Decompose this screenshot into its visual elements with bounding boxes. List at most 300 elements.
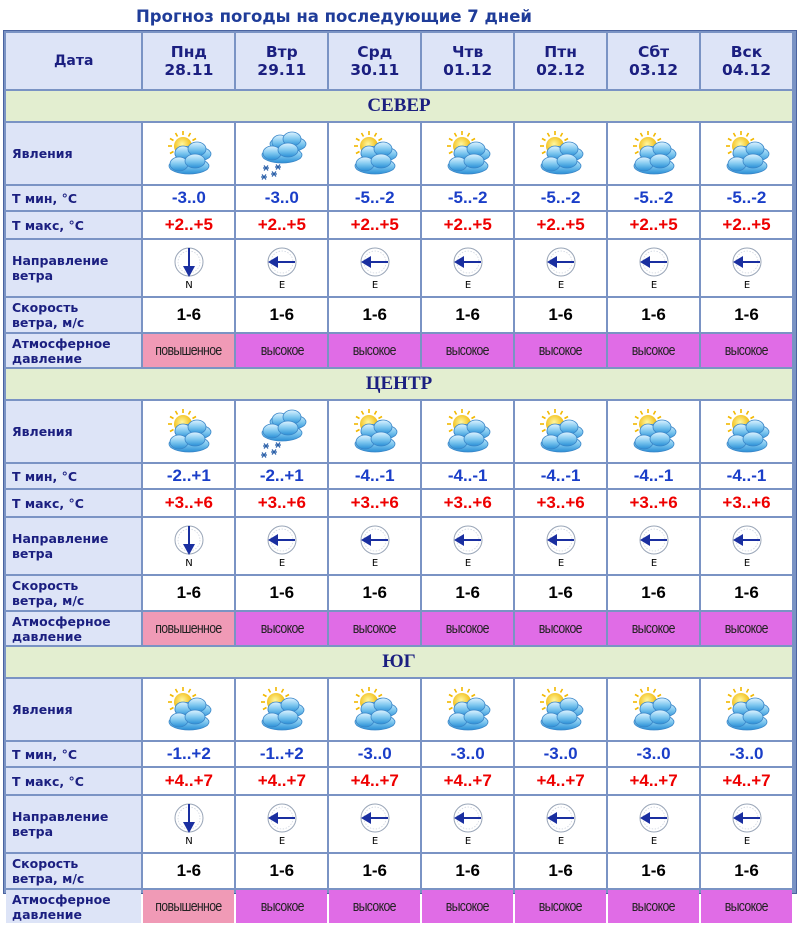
tmax-cell	[329, 212, 420, 238]
wind-speed-value: 1-6	[641, 305, 666, 324]
wind-direction-cell	[236, 518, 327, 574]
pressure-cell	[515, 890, 606, 923]
wind-compass-icon	[422, 524, 513, 568]
tmin-label	[6, 464, 141, 488]
wind-compass-icon	[608, 802, 699, 846]
tmin-cell	[701, 742, 792, 766]
wind-speed-value: 1-6	[734, 861, 759, 880]
phenomena-cell	[329, 123, 420, 184]
wind-compass-icon	[515, 524, 606, 568]
date-header-label	[6, 33, 141, 89]
phenomena-cell	[143, 679, 234, 740]
pressure-cell	[608, 334, 699, 367]
tmin-row	[6, 464, 792, 488]
pressure-value: высокое	[260, 898, 304, 915]
pressure-value: высокое	[724, 342, 769, 359]
pressure-value: высокое	[631, 620, 676, 637]
pressure-row	[6, 334, 792, 367]
day-header-cell	[236, 33, 327, 89]
wind-direction-cell	[236, 796, 327, 852]
svg-text:E: E	[650, 836, 657, 847]
wind-direction-cell	[608, 796, 699, 852]
tmin-cell	[515, 186, 606, 210]
day-header-cell	[701, 33, 792, 89]
partly-cloudy-icon	[701, 408, 792, 456]
svg-text:E: E	[650, 280, 657, 291]
tmin-row	[6, 186, 792, 210]
tmin-cell	[143, 464, 234, 488]
tmin-label-text: Т мин, °С	[12, 190, 78, 206]
forecast-table	[4, 31, 794, 925]
tmin-value: -3..0	[543, 744, 578, 763]
region-header-row	[6, 647, 792, 677]
wind-compass-icon	[608, 524, 699, 568]
wind-direction-cell	[515, 240, 606, 296]
pressure-value: высокое	[353, 620, 397, 637]
tmin-cell	[515, 464, 606, 488]
tmin-cell	[422, 186, 513, 210]
wind-compass-icon	[236, 524, 327, 568]
wind-speed-cell	[701, 298, 792, 332]
tmin-value: -5..-2	[633, 188, 674, 207]
wind-compass-icon	[329, 802, 420, 846]
region-name-text: ЦЕНТР	[365, 373, 433, 394]
phenomena-label-text: Явления	[12, 702, 73, 717]
phenomena-cell	[608, 679, 699, 740]
phenomena-label-text: Явления	[12, 146, 73, 161]
wind-speed-row	[6, 298, 792, 332]
wind-compass-icon	[701, 802, 792, 846]
phenomena-cell	[329, 401, 420, 462]
pressure-cell	[701, 890, 792, 923]
wind-speed-label	[6, 854, 141, 888]
pressure-cell	[236, 890, 327, 923]
region-header-row	[6, 369, 792, 399]
phenomena-row	[6, 123, 792, 184]
tmax-value: +3..+6	[164, 493, 213, 512]
wind-direction-label-text: Направление	[12, 809, 109, 824]
wind-speed-cell	[422, 298, 513, 332]
phenomena-cell	[515, 679, 606, 740]
tmin-value: -3..0	[450, 744, 485, 763]
wind-direction-row	[6, 518, 792, 574]
wind-compass-icon	[515, 802, 606, 846]
phenomena-label	[6, 123, 141, 184]
wind-direction-label-text: Направление	[12, 531, 109, 546]
tmax-value: +2..+5	[629, 215, 678, 234]
pressure-cell	[701, 612, 792, 645]
day-date: 29.11	[257, 61, 307, 79]
svg-text:E: E	[464, 558, 471, 569]
partly-cloudy-icon	[701, 130, 792, 178]
tmax-row	[6, 212, 792, 238]
pressure-value: высокое	[446, 898, 490, 915]
phenomena-cell	[143, 123, 234, 184]
wind-speed-label-text: ветра, м/с	[12, 593, 85, 608]
tmin-value: -4..-1	[354, 466, 395, 485]
day-date: 02.12	[536, 61, 586, 79]
wind-direction-label	[6, 796, 141, 852]
tmin-cell	[422, 742, 513, 766]
partly-cloudy-icon	[422, 130, 513, 178]
wind-speed-cell	[422, 854, 513, 888]
tmax-cell	[608, 768, 699, 794]
svg-text:E: E	[557, 280, 564, 291]
tmax-value: +4..+7	[536, 771, 585, 790]
tmin-value: -4..-1	[633, 466, 674, 485]
tmax-value: +2..+5	[722, 215, 771, 234]
tmax-cell	[422, 490, 513, 516]
phenomena-cell	[236, 679, 327, 740]
wind-direction-cell	[515, 518, 606, 574]
tmax-cell	[701, 490, 792, 516]
partly-cloudy-icon	[143, 408, 234, 456]
tmin-cell	[143, 742, 234, 766]
wind-speed-row	[6, 854, 792, 888]
tmax-value: +4..+7	[722, 771, 771, 790]
phenomena-cell	[422, 679, 513, 740]
svg-text:E: E	[650, 558, 657, 569]
wind-compass-icon	[608, 246, 699, 290]
tmax-value: +4..+7	[257, 771, 306, 790]
pressure-row	[6, 890, 792, 923]
wind-direction-label-text: ветра	[12, 268, 54, 283]
wind-direction-cell	[701, 518, 792, 574]
phenomena-cell	[701, 123, 792, 184]
partly-cloudy-icon	[329, 408, 420, 456]
svg-text:E: E	[743, 558, 750, 569]
wind-speed-value: 1-6	[548, 861, 573, 880]
tmin-cell	[236, 464, 327, 488]
svg-text:E: E	[464, 836, 471, 847]
pressure-label-text: давление	[12, 906, 82, 922]
wind-speed-value: 1-6	[176, 583, 202, 602]
wind-direction-cell	[701, 796, 792, 852]
tmin-value: -5..-2	[354, 188, 395, 207]
wind-direction-cell	[701, 240, 792, 296]
tmax-value: +3..+6	[257, 493, 306, 512]
wind-direction-cell	[329, 240, 420, 296]
svg-text:E: E	[278, 558, 285, 569]
svg-text:E: E	[278, 280, 285, 291]
svg-text:E: E	[557, 558, 564, 569]
partly-cloudy-icon	[236, 686, 327, 734]
wind-direction-label	[6, 518, 141, 574]
wind-speed-value: 1-6	[548, 583, 573, 602]
wind-speed-value: 1-6	[362, 583, 388, 602]
svg-text:E: E	[743, 280, 750, 291]
tmin-cell	[236, 186, 327, 210]
wind-speed-cell	[236, 576, 327, 610]
tmin-value: -2..+1	[259, 466, 304, 485]
wind-speed-label-text: ветра, м/с	[12, 315, 85, 330]
svg-text:E: E	[743, 836, 750, 847]
pressure-value: высокое	[539, 620, 583, 637]
wind-direction-cell	[422, 796, 513, 852]
wind-speed-value: 1-6	[269, 305, 295, 324]
phenomena-cell	[701, 679, 792, 740]
svg-text:E: E	[371, 558, 378, 569]
wind-direction-label	[6, 240, 141, 296]
wind-compass-icon	[422, 246, 513, 290]
tmax-cell	[608, 212, 699, 238]
pressure-value: высокое	[539, 342, 583, 359]
wind-direction-cell	[422, 240, 513, 296]
phenomena-cell	[143, 401, 234, 462]
tmax-cell	[143, 768, 234, 794]
date-label-text: Дата	[53, 53, 94, 69]
wind-speed-cell	[608, 576, 699, 610]
wind-direction-cell	[608, 240, 699, 296]
tmin-value: -1..+2	[166, 744, 211, 763]
forecast-table-container	[3, 30, 797, 922]
pressure-value: высокое	[724, 620, 769, 637]
tmin-cell	[701, 186, 792, 210]
wind-speed-value: 1-6	[176, 861, 202, 880]
tmax-value: +2..+5	[443, 215, 492, 234]
phenomena-cell	[608, 401, 699, 462]
wind-speed-value: 1-6	[269, 583, 295, 602]
wind-speed-cell	[515, 298, 606, 332]
wind-speed-cell	[701, 854, 792, 888]
tmin-value: -5..-2	[447, 188, 488, 207]
wind-speed-cell	[329, 298, 420, 332]
date-header-row	[6, 33, 792, 89]
pressure-cell	[143, 612, 234, 645]
partly-cloudy-icon	[515, 686, 606, 734]
pressure-value: высокое	[446, 620, 490, 637]
phenomena-cell	[701, 401, 792, 462]
wind-speed-cell	[608, 854, 699, 888]
wind-speed-label-text: Скорость	[12, 578, 79, 593]
pressure-cell	[143, 334, 234, 367]
day-header-cell	[329, 33, 420, 89]
phenomena-cell	[422, 123, 513, 184]
region-name	[6, 91, 792, 121]
pressure-cell	[236, 334, 327, 367]
wind-direction-cell	[329, 796, 420, 852]
wind-speed-label-text: Скорость	[12, 856, 79, 871]
partly-cloudy-icon	[329, 686, 420, 734]
pressure-label	[6, 612, 141, 645]
tmax-cell	[422, 768, 513, 794]
pressure-label	[6, 890, 141, 923]
wind-speed-value: 1-6	[734, 583, 759, 602]
wind-direction-cell	[608, 518, 699, 574]
tmax-value: +3..+6	[722, 493, 771, 512]
wind-speed-cell	[329, 854, 420, 888]
wind-speed-value: 1-6	[455, 861, 480, 880]
phenomena-cell	[329, 679, 420, 740]
tmax-cell	[422, 212, 513, 238]
wind-direction-cell	[143, 796, 234, 852]
phenomena-row	[6, 401, 792, 462]
tmax-value: +2..+5	[164, 215, 213, 234]
tmin-value: -3..0	[729, 744, 764, 763]
svg-text:N: N	[185, 558, 193, 569]
wind-speed-cell	[515, 576, 606, 610]
tmax-value: +2..+5	[350, 215, 399, 234]
wind-compass-icon	[701, 524, 792, 568]
partly-cloudy-icon	[608, 130, 699, 178]
tmax-label	[6, 212, 141, 238]
tmax-cell	[608, 490, 699, 516]
wind-speed-value: 1-6	[734, 305, 759, 324]
wind-compass-icon	[143, 246, 234, 290]
wind-direction-row	[6, 240, 792, 296]
wind-speed-cell	[701, 576, 792, 610]
wind-compass-icon	[515, 246, 606, 290]
pressure-cell	[329, 334, 420, 367]
tmin-value: -4..-1	[540, 466, 581, 485]
tmin-cell	[329, 742, 420, 766]
pressure-cell	[701, 334, 792, 367]
tmin-cell	[329, 186, 420, 210]
wind-speed-cell	[608, 298, 699, 332]
tmin-cell	[701, 464, 792, 488]
wind-speed-value: 1-6	[176, 305, 202, 324]
day-date: 01.12	[443, 61, 493, 79]
pressure-value: высокое	[353, 898, 397, 915]
tmin-cell	[236, 742, 327, 766]
svg-text:E: E	[371, 836, 378, 847]
svg-text:E: E	[371, 280, 378, 291]
wind-direction-label-text: ветра	[12, 546, 54, 561]
tmax-value: +3..+6	[536, 493, 585, 512]
day-header-cell	[608, 33, 699, 89]
tmin-cell	[608, 742, 699, 766]
tmin-value: -3..0	[636, 744, 671, 763]
wind-speed-value: 1-6	[455, 305, 480, 324]
wind-speed-cell	[236, 854, 327, 888]
wind-compass-icon	[236, 246, 327, 290]
tmax-cell	[515, 768, 606, 794]
pressure-value: повышенное	[155, 620, 223, 637]
pressure-value: высокое	[260, 342, 304, 359]
tmin-label-text: Т мин, °С	[12, 746, 78, 762]
pressure-row	[6, 612, 792, 645]
tmax-label-text: Т макс, °С	[12, 773, 84, 789]
svg-text:E: E	[557, 836, 564, 847]
wind-compass-icon	[143, 802, 234, 846]
tmax-label	[6, 490, 141, 516]
tmax-cell	[329, 490, 420, 516]
tmin-cell	[143, 186, 234, 210]
pressure-value: повышенное	[155, 342, 223, 359]
tmin-cell	[515, 742, 606, 766]
pressure-value: высокое	[539, 898, 583, 915]
wind-direction-row	[6, 796, 792, 852]
wind-speed-label-text: Скорость	[12, 300, 79, 315]
wind-speed-value: 1-6	[455, 583, 480, 602]
partly-cloudy-icon	[608, 686, 699, 734]
wind-speed-cell	[515, 854, 606, 888]
tmin-value: -4..-1	[726, 466, 767, 485]
wind-compass-icon	[329, 524, 420, 568]
wind-speed-cell	[143, 576, 234, 610]
pressure-value: высокое	[631, 342, 676, 359]
wind-compass-icon	[236, 802, 327, 846]
wind-direction-label-text: Направление	[12, 253, 109, 268]
wind-speed-value: 1-6	[362, 861, 388, 880]
tmin-value: -3..0	[171, 188, 206, 207]
tmax-cell	[515, 490, 606, 516]
svg-text:E: E	[278, 836, 285, 847]
phenomena-label-text: Явления	[12, 424, 73, 439]
tmin-value: -5..-2	[726, 188, 767, 207]
wind-compass-icon	[422, 802, 513, 846]
day-name: Вск	[730, 43, 763, 61]
tmax-cell	[143, 490, 234, 516]
tmin-cell	[608, 464, 699, 488]
pressure-cell	[422, 334, 513, 367]
tmin-value: -3..0	[357, 744, 392, 763]
tmin-value: -5..-2	[540, 188, 581, 207]
partly-cloudy-icon	[422, 408, 513, 456]
partly-cloudy-icon	[515, 408, 606, 456]
tmin-cell	[329, 464, 420, 488]
phenomena-row	[6, 679, 792, 740]
wind-direction-cell	[515, 796, 606, 852]
wind-compass-icon	[701, 246, 792, 290]
region-name-text: СЕВЕР	[367, 95, 431, 116]
phenomena-cell	[608, 123, 699, 184]
partly-cloudy-icon	[701, 686, 792, 734]
pressure-label-text: Атмосферное	[12, 613, 111, 629]
wind-speed-label-text: ветра, м/с	[12, 871, 85, 886]
day-name: Срд	[357, 43, 393, 61]
svg-text:E: E	[464, 280, 471, 291]
wind-direction-cell	[236, 240, 327, 296]
phenomena-label	[6, 401, 141, 462]
pressure-label	[6, 334, 141, 367]
tmax-value: +4..+7	[350, 771, 399, 790]
pressure-cell	[422, 612, 513, 645]
partly-cloudy-icon	[143, 686, 234, 734]
tmax-label-text: Т макс, °С	[12, 495, 84, 511]
wind-speed-label	[6, 576, 141, 610]
day-header-cell	[143, 33, 234, 89]
svg-text:N: N	[185, 836, 193, 847]
tmax-value: +4..+7	[164, 771, 213, 790]
wind-speed-cell	[236, 298, 327, 332]
wind-speed-cell	[422, 576, 513, 610]
tmin-cell	[608, 186, 699, 210]
wind-speed-cell	[143, 854, 234, 888]
phenomena-cell	[422, 401, 513, 462]
wind-speed-label	[6, 298, 141, 332]
pressure-cell	[515, 334, 606, 367]
partly-cloudy-icon	[329, 130, 420, 178]
tmax-cell	[236, 490, 327, 516]
pressure-cell	[143, 890, 234, 923]
pressure-value: повышенное	[155, 898, 223, 915]
pressure-label-text: давление	[12, 628, 82, 644]
wind-speed-cell	[143, 298, 234, 332]
partly-cloudy-icon	[422, 686, 513, 734]
pressure-cell	[422, 890, 513, 923]
pressure-cell	[515, 612, 606, 645]
tmax-value: +4..+7	[629, 771, 678, 790]
wind-direction-cell	[143, 240, 234, 296]
wind-speed-value: 1-6	[641, 583, 666, 602]
partly-cloudy-icon	[515, 130, 606, 178]
pressure-cell	[608, 890, 699, 923]
region-name-text: ЮГ	[382, 651, 416, 672]
wind-direction-cell	[143, 518, 234, 574]
tmax-cell	[143, 212, 234, 238]
pressure-value: высокое	[260, 620, 304, 637]
